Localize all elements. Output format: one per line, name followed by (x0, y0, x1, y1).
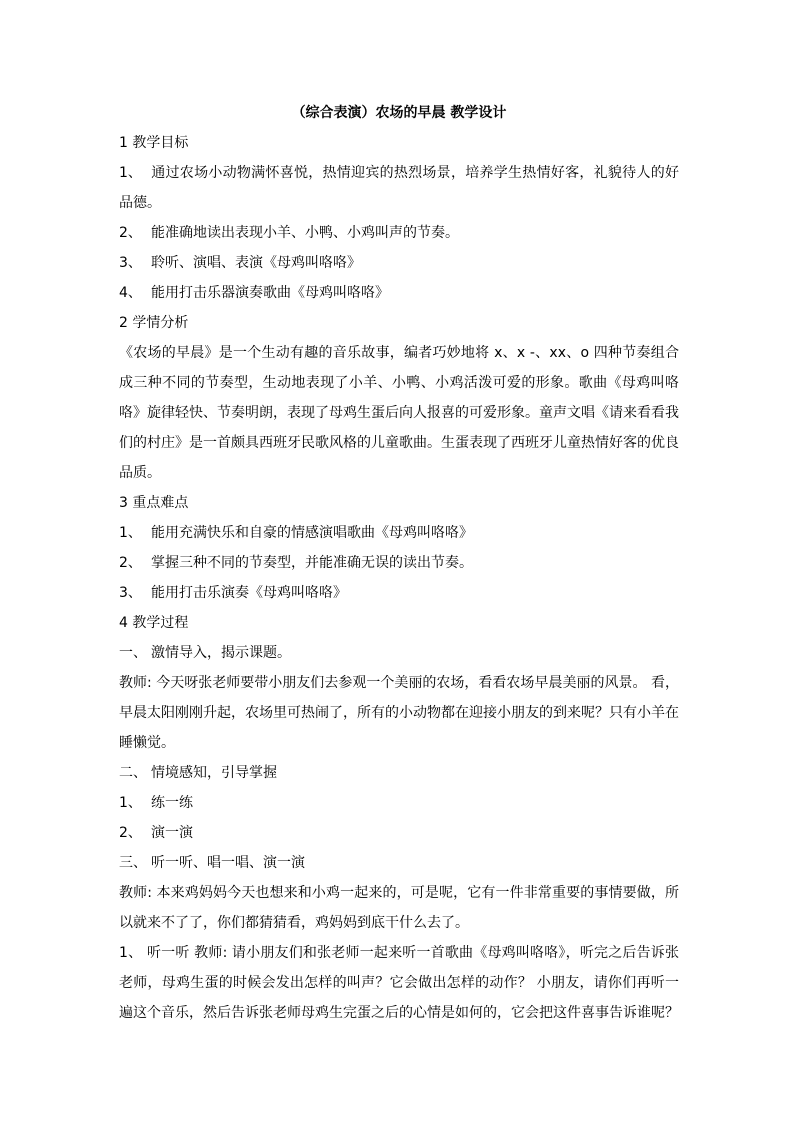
step-text: 情境感知，引导掌握 (151, 765, 277, 781)
item-text: 能准确地读出表现小羊、小鸭、小鸡叫声的节奏。 (151, 225, 459, 241)
process-paragraph-3: 1、 听一听 教师: 请小朋友们和张老师一起来听一首歌曲《母鸡叫咯咯》，听完之后告诉张老师，母鸡生蛋的时候会发出怎样的叫声？它会做出怎样的动作？ 小朋友，请你们再听一遍这个音乐，然后告诉张老师母鸡生完蛋之后的心情是如何的，它会把这件喜事告诉谁呢？ (119, 945, 679, 1021)
item-number: 3、 (119, 585, 142, 601)
process-step-3 (119, 848, 679, 878)
step-number: 三、 (119, 855, 147, 871)
step-number: 一、 (119, 645, 147, 661)
objective-item-3 (119, 248, 679, 278)
key-point-item-3 (119, 578, 679, 608)
item-number: 2、 (119, 825, 142, 841)
process-paragraph-1: 教师: 今天呀张老师要带小朋友们去参观一个美丽的农场，看看农场早晨美丽的风景。 看，早晨太阳刚刚升起，农场里可热闹了，所有的小动物都在迎接小朋友的到来呢？只有小羊在睡懒觉。 (119, 675, 679, 751)
item-text: 演一演 (151, 825, 193, 841)
document-body (119, 98, 679, 1028)
process-sub-item-2 (119, 818, 679, 848)
item-number: 2、 (119, 555, 142, 571)
step-text: 激情导入，揭示课题。 (151, 645, 291, 661)
section-heading-analysis: 2 学情分析 (119, 315, 189, 331)
key-point-item-2 (119, 548, 679, 578)
item-number: 4、 (119, 285, 142, 301)
key-point-item-1 (119, 518, 679, 548)
item-text: 通过农场小动物满怀喜悦，热情迎宾的热烈场景，培养学生热情好客，礼貌待人的好品德。 (119, 165, 679, 211)
objective-item-1 (119, 158, 679, 218)
item-number: 2、 (119, 225, 142, 241)
objective-item-2 (119, 218, 679, 248)
step-text: 听一听、唱一唱、演一演 (151, 855, 305, 871)
item-number: 1、 (119, 795, 142, 811)
process-paragraph-2: 教师: 本来鸡妈妈今天也想来和小鸡一起来的，可是呢，它有一件非常重要的事情要做，所以就来不了了，你们都猜猜看，鸡妈妈到底干什么去了。 (119, 885, 679, 931)
item-text: 练一练 (151, 795, 193, 811)
step-number: 二、 (119, 765, 147, 781)
section-heading-key-points: 3 重点难点 (119, 495, 189, 511)
item-number: 3、 (119, 255, 142, 271)
process-step-1 (119, 638, 679, 668)
item-number: 1、 (119, 165, 142, 181)
item-text: 掌握三种不同的节奏型，并能准确无误的读出节奏。 (151, 555, 473, 571)
section-heading-objectives: 1 教学目标 (119, 135, 189, 151)
item-text: 能用充满快乐和自豪的情感演唱歌曲《母鸡叫咯咯》 (151, 525, 473, 541)
document-title: （综合表演）农场的早晨 教学设计 (291, 105, 507, 121)
analysis-paragraph: 《农场的早晨》是一个生动有趣的音乐故事，编者巧妙地将 x、x -、xx、o 四种节奏组合成三种不同的节奏型，生动地表现了小羊、小鸭、小鸡活泼可爱的形象。歌曲《母鸡叫咯咯》旋律轻快、节奏明朗，表现了母鸡生蛋后向人报喜的可爱形象。童声文唱《请来看看我们的村庄》是一首颇具西班牙民歌风格的儿童歌曲。生蛋表现了西班牙儿童热情好客的优良品质。 (119, 345, 679, 481)
item-text: 能用打击乐演奏《母鸡叫咯咯》 (151, 585, 347, 601)
item-text: 能用打击乐器演奏歌曲《母鸡叫咯咯》 (151, 285, 389, 301)
objective-item-4 (119, 278, 679, 308)
section-heading-process: 4 教学过程 (119, 615, 189, 631)
item-text: 聆听、演唱、表演《母鸡叫咯咯》 (151, 255, 361, 271)
process-step-2 (119, 758, 679, 788)
process-sub-item-1 (119, 788, 679, 818)
item-number: 1、 (119, 525, 142, 541)
